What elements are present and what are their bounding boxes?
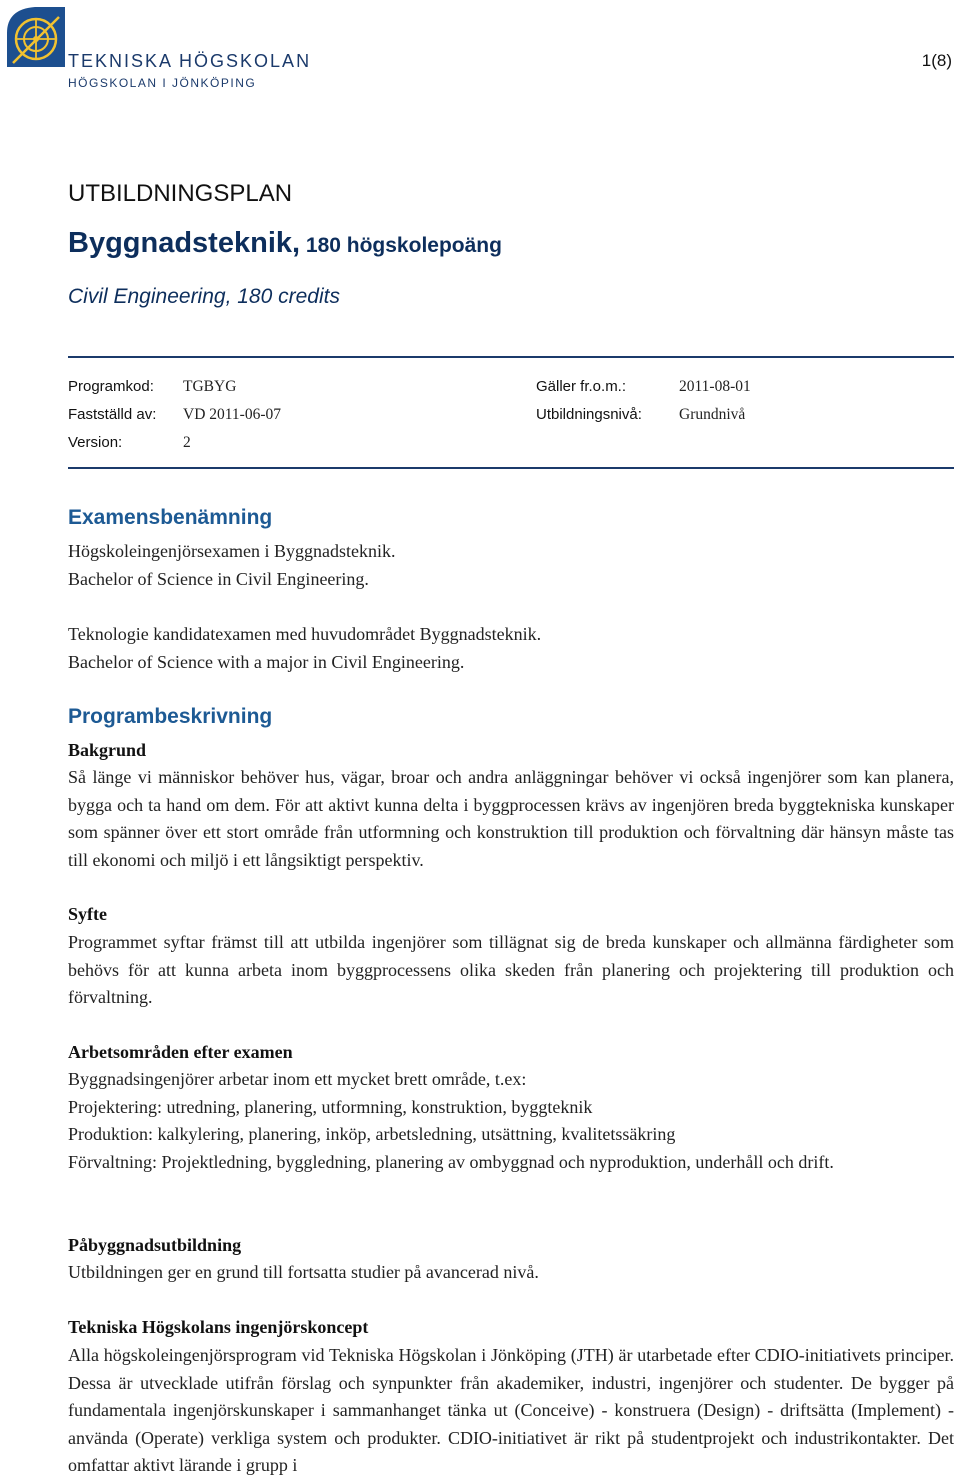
- examen-line-1: Högskoleingenjörsexamen i Byggnadsteknik.: [68, 541, 396, 561]
- brand-name: TEKNISKA HÖGSKOLAN: [68, 51, 312, 71]
- niva-label: Utbildningsnivå:: [536, 406, 642, 423]
- arbete-title: Arbetsområden efter examen: [68, 1042, 293, 1062]
- version-value: 2: [183, 434, 191, 451]
- brand-subtitle: HÖGSKOLAN I JÖNKÖPING: [68, 76, 257, 90]
- divider-top: [68, 356, 954, 358]
- faststalld-value: VD 2011-06-07: [183, 406, 282, 423]
- bakgrund-text: Så länge vi människor behöver hus, vägar, broar och andra anläggningar behöver vi också ingenjörer som kan planera, bygga och ta hand om dem. För att aktivt kunna delta i byggprocessen krävs av ingenjören breda byggtekniska kunskaper som spänner över ett stort område från utformning och konstruktion till produktion och förvaltning där hänsyn måste tas till ekonomi och miljö i ett långsiktigt perspektiv.: [68, 767, 954, 870]
- koncept-text: Alla högskoleingenjörsprogram vid Tekniska Högskolan i Jönköping (JTH) är utarbetade efter CDIO-initiativets principer. Dessa är utvecklade utifrån förslag och synpunkter från akademiker, industri, ingenjörer och studenter. De bygger på fundamentala ingenjörskunskaper i sammanhanget tänka ut (Conceive) - konstruera (Design) - driftsätta (Implement) - använda (Operate) verkliga system och produkter. CDIO-initiativet är rikt på studentprojekt och industrikontakter. Det omfattar aktivt lärande i grupp i: [68, 1345, 954, 1475]
- arbete-line-2: Projektering: utredning, planering, utformning, konstruktion, byggteknik: [68, 1097, 593, 1117]
- galler-value: 2011-08-01: [679, 378, 751, 395]
- version-label: Version:: [68, 434, 123, 451]
- syfte-title: Syfte: [68, 904, 107, 924]
- examen-line-2: Bachelor of Science in Civil Engineering.: [68, 569, 369, 589]
- niva-value: Grundnivå: [679, 406, 746, 423]
- program-heading: Programbeskrivning: [68, 705, 273, 728]
- examen-line-3: Teknologie kandidatexamen med huvudområdet Byggnadsteknik.: [68, 624, 542, 644]
- divider-bottom: [68, 467, 954, 469]
- page-title: [68, 227, 502, 260]
- arbete-line-3: Produktion: kalkylering, planering, inköp, arbetsledning, utsättning, kvalitetssäkring: [68, 1124, 676, 1144]
- arbete-line-1: Byggnadsingenjörer arbetar inom ett mycket brett område, t.ex:: [68, 1069, 527, 1089]
- syfte-text: Programmet syftar främst till att utbilda ingenjörer som tillägnat sig de breda kunskaper och allmänna färdigheter som behövs för att kunna arbeta inom byggprocessens olika skeden från planering och projektering till produktion och förvaltning.: [68, 932, 954, 1007]
- arbete-paragraph: Förvaltning: Projektledning, byggledning, planering av ombyggnad och nyproduktion, underhåll och drift.: [68, 1152, 834, 1172]
- page-number: 1(8): [921, 51, 952, 70]
- pabyggnad-title: Påbyggnadsutbildning: [68, 1235, 242, 1255]
- title-credits: 180 högskolepoäng: [300, 234, 502, 257]
- faststalld-label: Fastställd av:: [68, 406, 157, 423]
- title-main: Byggnadsteknik,: [68, 227, 301, 259]
- examen-heading: Examensbenämning: [68, 506, 273, 529]
- document-type: UTBILDNINGSPLAN: [68, 180, 293, 207]
- galler-label: Gäller fr.o.m.:: [536, 378, 627, 395]
- english-title: Civil Engineering, 180 credits: [68, 285, 340, 308]
- pabyggnad-text: Utbildningen ger en grund till fortsatta studier på avancerad nivå.: [68, 1262, 539, 1282]
- examen-line-4: Bachelor of Science with a major in Civil Engineering.: [68, 652, 465, 672]
- bakgrund-title: Bakgrund: [68, 740, 147, 760]
- programkod-value: TGBYG: [183, 378, 237, 395]
- university-logo: [5, 5, 67, 69]
- programkod-label: Programkod:: [68, 378, 154, 395]
- koncept-title: Tekniska Högskolans ingenjörskoncept: [68, 1317, 369, 1337]
